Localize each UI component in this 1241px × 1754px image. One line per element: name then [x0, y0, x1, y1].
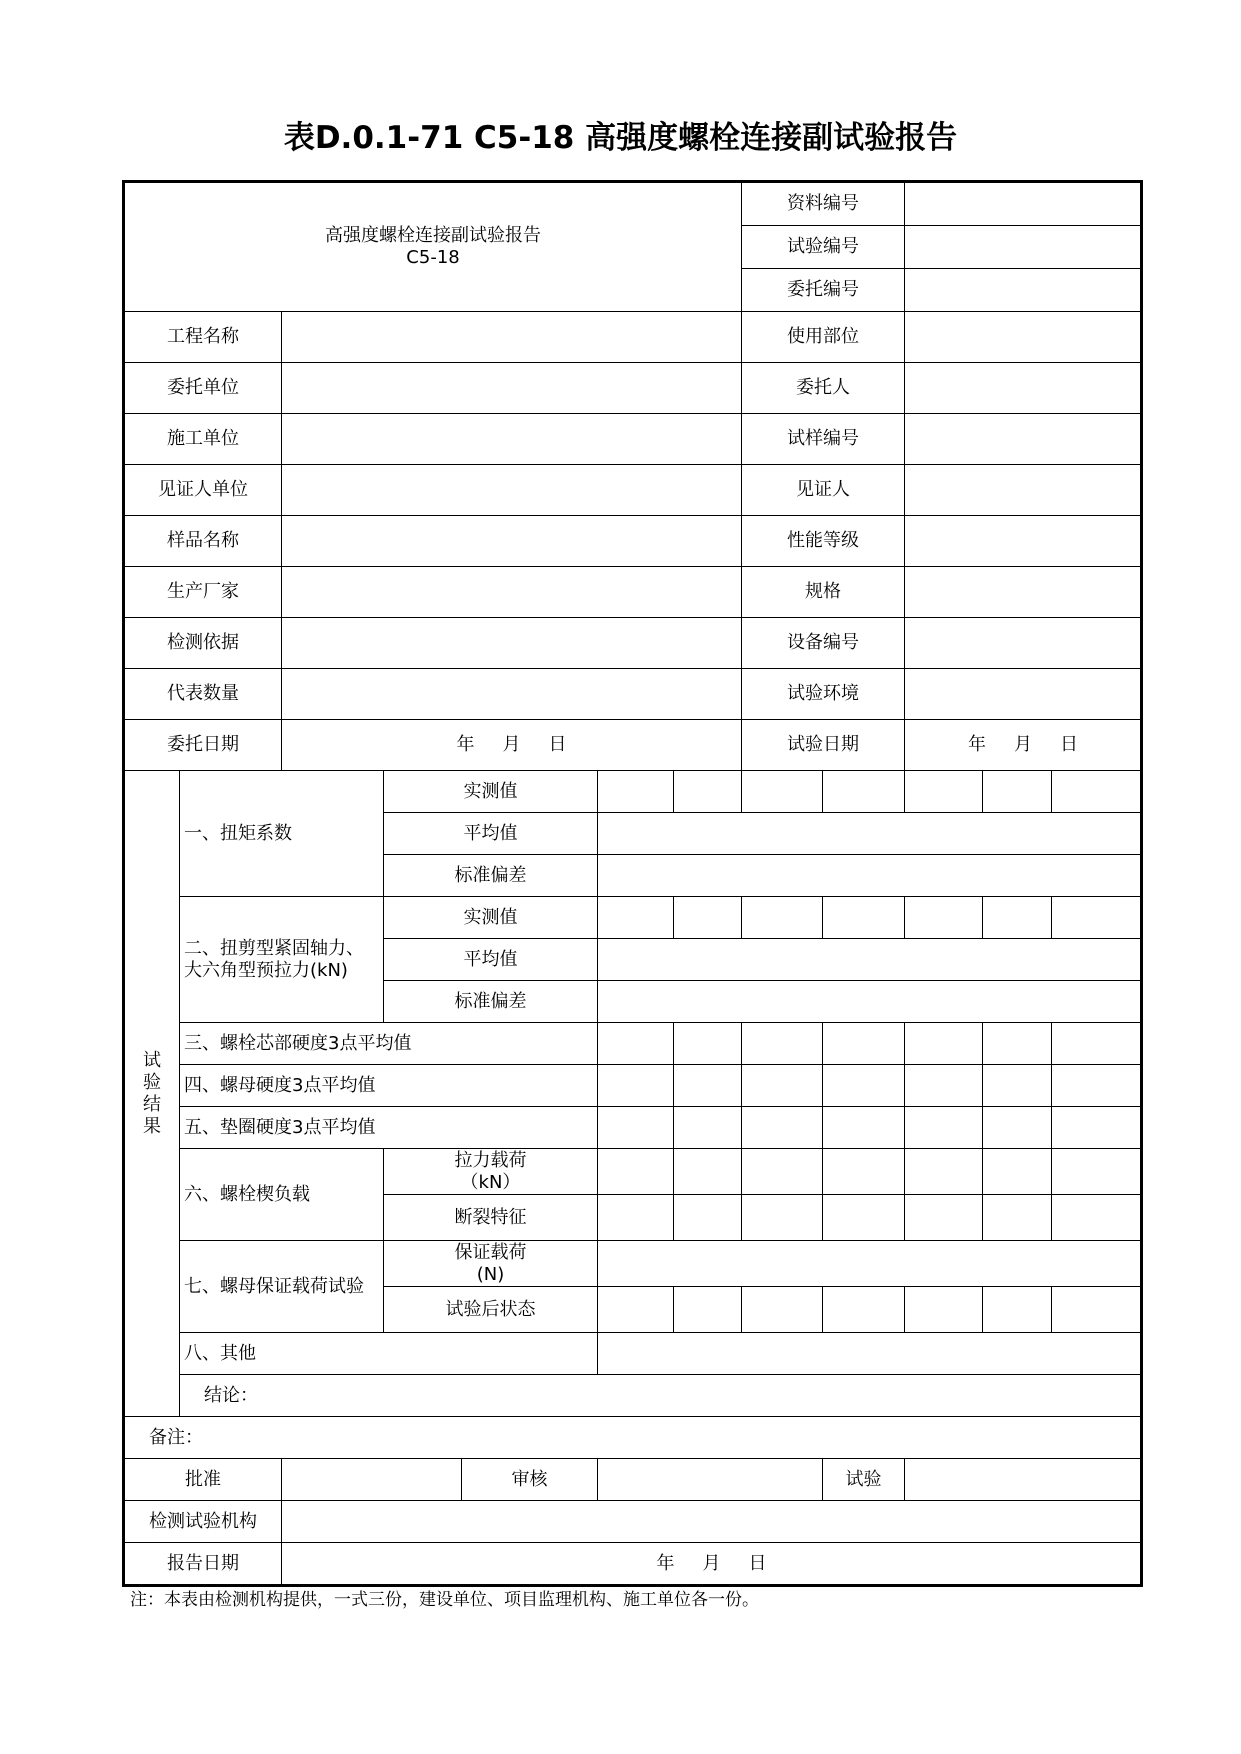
form-name-cell — [124, 182, 742, 312]
info-value-equipment[interactable] — [905, 618, 1142, 669]
washer-hardness-cell[interactable] — [742, 1107, 823, 1149]
fracture-cell[interactable] — [823, 1195, 905, 1241]
commission-number-value[interactable] — [905, 269, 1142, 312]
washer-hardness-cell[interactable] — [1052, 1107, 1142, 1149]
review-signature[interactable] — [598, 1459, 823, 1501]
tensile-load-cell[interactable] — [598, 1149, 674, 1195]
axial-measured-cell[interactable] — [823, 897, 905, 939]
proof-load-value[interactable] — [598, 1241, 1142, 1287]
nut-hardness-cell[interactable] — [983, 1065, 1052, 1107]
nut-proof-load-label: 七、螺母保证载荷试验 — [180, 1241, 384, 1333]
torque-measured-label: 实测值 — [384, 771, 598, 813]
document-title: 表D.0.1-71 C5-18 高强度螺栓连接副试验报告 — [283, 120, 958, 156]
torque-measured-cell[interactable] — [823, 771, 905, 813]
tensile-load-label: 拉力载荷 （kN） — [384, 1149, 598, 1195]
form-name: 高强度螺栓连接副试验报告 — [325, 225, 542, 246]
info-label-construction-unit: 施工单位 — [124, 414, 282, 465]
torque-measured-cell[interactable] — [905, 771, 983, 813]
day-text: 日 — [548, 734, 567, 755]
month-text: 月 — [1014, 734, 1033, 755]
axial-average-value[interactable] — [598, 939, 1142, 981]
test-date-value[interactable] — [905, 720, 1142, 771]
footnote: 注：本表由检测机构提供，一式三份，建设单位、项目监理机构、施工单位各一份。 — [130, 1590, 759, 1610]
commission-date-value[interactable] — [282, 720, 742, 771]
info-label-client-unit: 委托单位 — [124, 363, 282, 414]
test-signature[interactable] — [905, 1459, 1142, 1501]
tensile-load-cell[interactable] — [742, 1149, 823, 1195]
torque-measured-cell[interactable] — [742, 771, 823, 813]
bolt-hardness-cell[interactable] — [823, 1023, 905, 1065]
report-form — [122, 180, 1143, 1587]
fracture-cell[interactable] — [905, 1195, 983, 1241]
axial-measured-cell[interactable] — [983, 897, 1052, 939]
axial-measured-label: 实测值 — [384, 897, 598, 939]
washer-hardness-cell[interactable] — [823, 1107, 905, 1149]
test-date-label: 试验日期 — [742, 720, 905, 771]
data-number-label: 资料编号 — [742, 182, 905, 226]
after-test-cell[interactable] — [674, 1287, 742, 1333]
info-label-manufacturer: 生产厂家 — [124, 567, 282, 618]
info-label-sample-number: 试样编号 — [742, 414, 905, 465]
conclusion-field[interactable]: 结论： — [180, 1375, 1142, 1417]
bolt-hardness-cell[interactable] — [598, 1023, 674, 1065]
fracture-cell[interactable] — [674, 1195, 742, 1241]
bolt-hardness-cell[interactable] — [983, 1023, 1052, 1065]
other-label: 八、其他 — [180, 1333, 598, 1375]
info-value-manufacturer[interactable] — [282, 567, 742, 618]
after-test-cell[interactable] — [598, 1287, 674, 1333]
institution-label: 检测试验机构 — [124, 1501, 282, 1543]
after-test-cell[interactable] — [742, 1287, 823, 1333]
nut-hardness-cell[interactable] — [823, 1065, 905, 1107]
other-value[interactable] — [598, 1333, 1142, 1375]
info-value-sample-name[interactable] — [282, 516, 742, 567]
axial-measured-cell[interactable] — [742, 897, 823, 939]
proof-load-label: 保证载荷 (N) — [384, 1241, 598, 1287]
info-value-project[interactable] — [282, 312, 742, 363]
washer-hardness-cell[interactable] — [983, 1107, 1052, 1149]
info-label-spec: 规格 — [742, 567, 905, 618]
info-value-test-basis[interactable] — [282, 618, 742, 669]
axial-average-label: 平均值 — [384, 939, 598, 981]
form-code: C5-18 — [406, 247, 460, 268]
nut-hardness-cell[interactable] — [905, 1065, 983, 1107]
after-test-cell[interactable] — [983, 1287, 1052, 1333]
month-text: 月 — [502, 734, 521, 755]
tensile-load-cell[interactable] — [674, 1149, 742, 1195]
info-value-quantity[interactable] — [282, 669, 742, 720]
nut-hardness-cell[interactable] — [674, 1065, 742, 1107]
nut-hardness-cell[interactable] — [742, 1065, 823, 1107]
torque-measured-cell[interactable] — [674, 771, 742, 813]
tensile-load-cell[interactable] — [905, 1149, 983, 1195]
month-text: 月 — [702, 1552, 721, 1574]
info-label-test-basis: 检测依据 — [124, 618, 282, 669]
axial-measured-cell[interactable] — [905, 897, 983, 939]
axial-measured-cell[interactable] — [674, 897, 742, 939]
commission-number-label: 委托编号 — [742, 269, 905, 312]
info-label-quantity: 代表数量 — [124, 669, 282, 720]
info-value-client-unit[interactable] — [282, 363, 742, 414]
torque-std-value[interactable] — [598, 855, 1142, 897]
torque-std-label: 标准偏差 — [384, 855, 598, 897]
year-text: 年 — [456, 734, 475, 755]
washer-hardness-cell[interactable] — [674, 1107, 742, 1149]
info-value-location[interactable] — [905, 312, 1142, 363]
info-label-sample-name: 样品名称 — [124, 516, 282, 567]
nut-hardness-label: 四、螺母硬度3点平均值 — [180, 1065, 598, 1107]
test-number-value[interactable] — [905, 226, 1142, 269]
info-value-witness-unit[interactable] — [282, 465, 742, 516]
torque-average-label: 平均值 — [384, 813, 598, 855]
info-value-environment[interactable] — [905, 669, 1142, 720]
bolt-hardness-label: 三、螺栓芯部硬度3点平均值 — [180, 1023, 598, 1065]
approve-signature[interactable] — [282, 1459, 462, 1501]
tensile-load-cell[interactable] — [823, 1149, 905, 1195]
after-test-cell[interactable] — [905, 1287, 983, 1333]
washer-hardness-cell[interactable] — [598, 1107, 674, 1149]
info-value-client[interactable] — [905, 363, 1142, 414]
nut-hardness-cell[interactable] — [1052, 1065, 1142, 1107]
after-test-state-label: 试验后状态 — [384, 1287, 598, 1333]
institution-value[interactable] — [282, 1501, 1142, 1543]
torque-average-value[interactable] — [598, 813, 1142, 855]
info-label-project: 工程名称 — [124, 312, 282, 363]
report-date-value[interactable] — [282, 1543, 1142, 1586]
day-text: 日 — [748, 1552, 767, 1574]
day-text: 日 — [1060, 734, 1079, 755]
washer-hardness-cell[interactable] — [905, 1107, 983, 1149]
info-label-equipment: 设备编号 — [742, 618, 905, 669]
bolt-hardness-cell[interactable] — [905, 1023, 983, 1065]
info-label-client: 委托人 — [742, 363, 905, 414]
axial-std-label: 标准偏差 — [384, 981, 598, 1023]
axial-force-label: 二、扭剪型紧固轴力、 大六角型预拉力(kN) — [180, 897, 384, 1023]
report-date-label: 报告日期 — [124, 1543, 282, 1586]
year-text: 年 — [968, 734, 987, 755]
bolt-hardness-cell[interactable] — [1052, 1023, 1142, 1065]
info-label-grade: 性能等级 — [742, 516, 905, 567]
approve-label: 批准 — [124, 1459, 282, 1501]
info-label-location: 使用部位 — [742, 312, 905, 363]
year-text: 年 — [656, 1552, 675, 1574]
wedge-load-label: 六、螺栓楔负载 — [180, 1149, 384, 1241]
test-number-label: 试验编号 — [742, 226, 905, 269]
axial-std-value[interactable] — [598, 981, 1142, 1023]
info-value-spec[interactable] — [905, 567, 1142, 618]
fracture-cell[interactable] — [742, 1195, 823, 1241]
fracture-label: 断裂特征 — [384, 1195, 598, 1241]
fracture-cell[interactable] — [983, 1195, 1052, 1241]
fracture-cell[interactable] — [1052, 1195, 1142, 1241]
tensile-load-cell[interactable] — [1052, 1149, 1142, 1195]
info-label-witness-unit: 见证人单位 — [124, 465, 282, 516]
nut-hardness-cell[interactable] — [598, 1065, 674, 1107]
info-value-sample-number[interactable] — [905, 414, 1142, 465]
axial-measured-cell[interactable] — [598, 897, 674, 939]
bolt-hardness-cell[interactable] — [674, 1023, 742, 1065]
test-label: 试验 — [823, 1459, 905, 1501]
review-label: 审核 — [462, 1459, 598, 1501]
data-number-value[interactable] — [905, 182, 1142, 226]
remarks-field[interactable]: 备注： — [124, 1417, 1142, 1459]
torque-measured-cell[interactable] — [983, 771, 1052, 813]
info-label-environment: 试验环境 — [742, 669, 905, 720]
fracture-cell[interactable] — [598, 1195, 674, 1241]
after-test-cell[interactable] — [823, 1287, 905, 1333]
info-value-grade[interactable] — [905, 516, 1142, 567]
info-value-witness[interactable] — [905, 465, 1142, 516]
torque-measured-cell[interactable] — [1052, 771, 1142, 813]
after-test-cell[interactable] — [1052, 1287, 1142, 1333]
commission-date-label: 委托日期 — [124, 720, 282, 771]
axial-measured-cell[interactable] — [1052, 897, 1142, 939]
info-value-construction-unit[interactable] — [282, 414, 742, 465]
torque-coefficient-label: 一、扭矩系数 — [180, 771, 384, 897]
washer-hardness-label: 五、垫圈硬度3点平均值 — [180, 1107, 598, 1149]
bolt-hardness-cell[interactable] — [742, 1023, 823, 1065]
torque-measured-cell[interactable] — [598, 771, 674, 813]
tensile-load-cell[interactable] — [983, 1149, 1052, 1195]
info-label-witness: 见证人 — [742, 465, 905, 516]
test-results-label: 试 验 结 果 — [124, 771, 180, 1417]
